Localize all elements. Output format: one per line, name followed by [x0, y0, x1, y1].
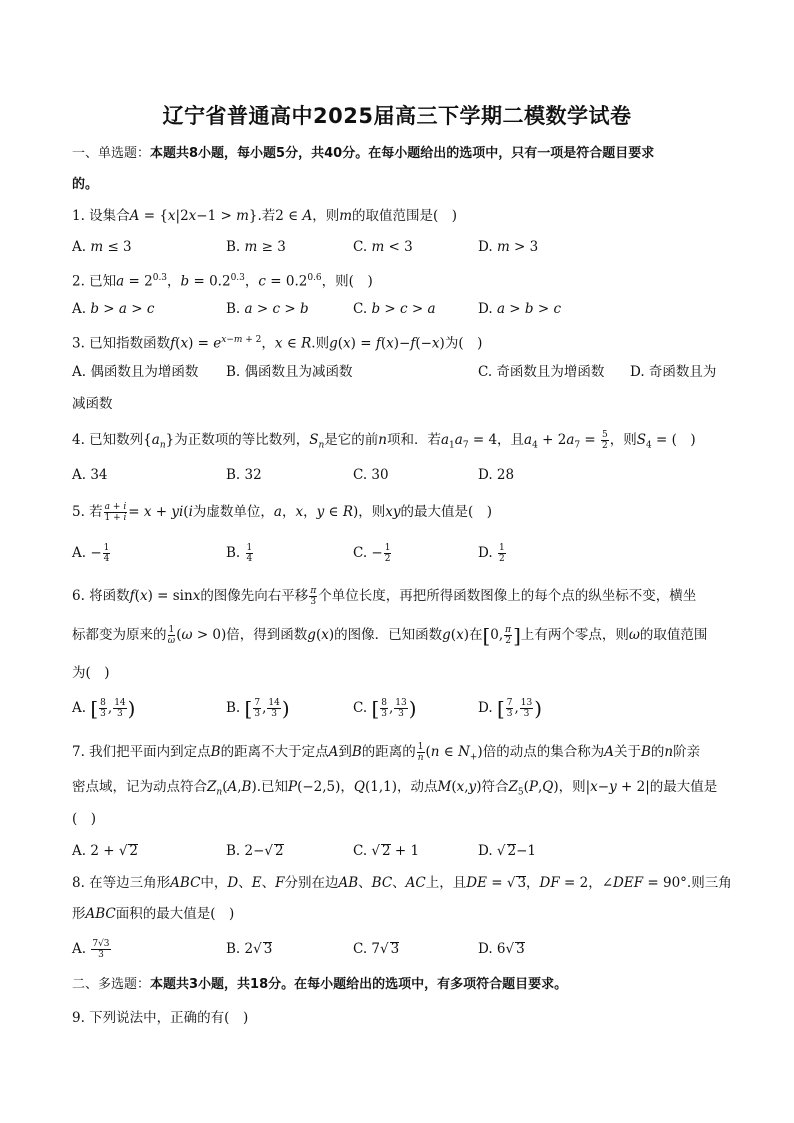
q2-option-b[interactable]: B. a > c > b [226, 301, 309, 317]
question-8-line-1: 8. 在等边三角形ABC中，D、E、F分别在边AB、BC、AC上，且DE = √ 3，DF = 2，∠DEF = 90°.则三角 [72, 875, 732, 891]
q5-option-c[interactable]: C. − $\frac{1}{2}$ [353, 543, 391, 564]
question-6-line-3: 为( ) [72, 665, 110, 681]
q2-option-a[interactable]: A. b > a > c [72, 301, 155, 317]
question-6-line-2: 标都变为原来的 $\frac{1}{\omega}$ (ω > 0)倍，得到函数g(x)的图像．已知函数g(x)在[0, $\frac{\pi}{2}$ ]上有两个零点，则ω的取值范围 [72, 623, 708, 648]
question-7-line-1: 7. 我们把平面内到定点B的距离不大于定点A到B的距离的 $\frac{1}{n}$ (n ∈ $N_+$)倍的动点的集合称为A关于B的n阶亲 [72, 742, 701, 763]
section-heading-multi-choice [72, 975, 732, 995]
q2-option-d[interactable]: D. a > b > c [478, 301, 562, 317]
question-7-line-3: ( ) [72, 811, 97, 827]
section-heading-single-choice [72, 144, 732, 164]
q3-option-d[interactable]: D. 奇函数且为 [630, 364, 717, 380]
q3-option-c[interactable]: C. 奇函数且为增函数 [478, 364, 605, 380]
q4-option-d[interactable]: D. 28 [478, 467, 515, 483]
question-7-line-2: 密点域，记为动点符合$Z_n(A,B)$.已知P(−2,5)，Q(1,1)，动点M(x,y)符合$Z_5(P,Q)$，则|x−y + 2|的最大值是 [72, 779, 718, 798]
q1-option-a[interactable]: A. m ≤ 3 [72, 239, 132, 255]
q3-option-a[interactable]: A. 偶函数且为增函数 [72, 364, 199, 380]
section-instructions: 本题共8小题，每小题5分，共40分。在每小题给出的选项中，只有一项是符合题目要求 [150, 146, 655, 161]
section-heading-continued [72, 175, 732, 195]
q8-option-d[interactable]: D. 6√ 3 [478, 941, 525, 957]
question-6-line-1: 6. 将函数f(x) = sinx的图像先向右平移 $\frac{\pi}{3}$ 个单位长度，再把所得函数图像上的每个点的纵坐标不变，横坐 [72, 586, 697, 607]
q3-option-d-continued: 减函数 [72, 396, 113, 412]
question-2: 2. 已知$a = 2^{0.3}$，$b = 0.2^{0.3}$，$c = 0.2^{0.6}$，则( ) [72, 273, 373, 290]
q8-option-c[interactable]: C. 7√ 3 [353, 941, 400, 957]
q1-option-c[interactable]: C. m < 3 [353, 239, 413, 255]
section-label: 二、多选题： [72, 977, 151, 992]
q4-option-b[interactable]: B. 32 [226, 467, 262, 483]
question-1: 1. 设集合A = {x|2x−1 > m}.若2 ∈ A，则m的取值范围是( ) [72, 208, 458, 224]
q4-option-c[interactable]: C. 30 [353, 467, 389, 483]
q6-option-b[interactable]: B. [ $\frac{7}{3}$ , $\frac{14}{3}$ ) [226, 696, 290, 721]
q2-option-c[interactable]: C. b > c > a [353, 301, 436, 317]
q6-option-c[interactable]: C. [ $\frac{8}{3}$ , $\frac{13}{3}$ ) [353, 696, 417, 721]
section-label: 一、单选题： [72, 146, 151, 161]
section-instructions-end: 的。 [72, 177, 99, 192]
question-9: 9. 下列说法中，正确的有( ) [72, 1010, 249, 1026]
question-3: 3. 已知指数函数$f(x) = e^{x-m + 2}$，x ∈ R.则g(x) = f(x)−f(−x)为( ) [72, 335, 483, 352]
q7-option-c[interactable]: C. √ 2 + 1 [353, 843, 420, 859]
q7-option-a[interactable]: A. 2 + √ 2 [72, 843, 139, 859]
q5-option-d[interactable]: D. $\frac{1}{2}$ [478, 543, 505, 564]
q1-option-b[interactable]: B. m ≥ 3 [226, 239, 286, 255]
question-4: 4. 已知数列$\{a_n\}$为正数项的等比数列，$S_n$是它的前n项和．若$a_1a_7 = 4$，且$a_4 + 2a_7$ = $\frac{5}{2}$ ，则$S_4$ = ( ) [72, 430, 696, 451]
q6-option-a[interactable]: A. [ $\frac{8}{3}$ , $\frac{14}{3}$ ) [72, 696, 136, 721]
q5-option-b[interactable]: B. $\frac{1}{4}$ [226, 543, 253, 564]
q7-option-d[interactable]: D. √ 2−1 [478, 843, 537, 859]
q4-option-a[interactable]: A. 34 [72, 467, 108, 483]
q8-option-b[interactable]: B. 2√ 3 [226, 941, 273, 957]
q5-option-a[interactable]: A. − $\frac{1}{4}$ [72, 543, 110, 564]
q8-option-a[interactable]: A. $\frac{7√3}{3}$ [72, 939, 110, 960]
q3-option-b[interactable]: B. 偶函数且为减函数 [226, 364, 353, 380]
question-8-line-2: 形ABC面积的最大值是( ) [72, 906, 235, 922]
exam-title: 辽宁省普通高中2025届高三下学期二模数学试卷 [162, 104, 632, 128]
q7-option-b[interactable]: B. 2−√ 2 [226, 843, 284, 859]
question-5: 5. 若 $\frac{a + i}{1 + i}$ = x + yi(i为虚数单位，a，x，y ∈ R)，则xy的最大值是( ) [72, 502, 493, 523]
section-instructions: 本题共3小题，共18分。在每小题给出的选项中，有多项符合题目要求。 [150, 977, 568, 992]
q6-option-d[interactable]: D. [ $\frac{7}{3}$ , $\frac{13}{3}$ ) [478, 696, 543, 721]
q1-option-d[interactable]: D. m > 3 [478, 239, 539, 255]
